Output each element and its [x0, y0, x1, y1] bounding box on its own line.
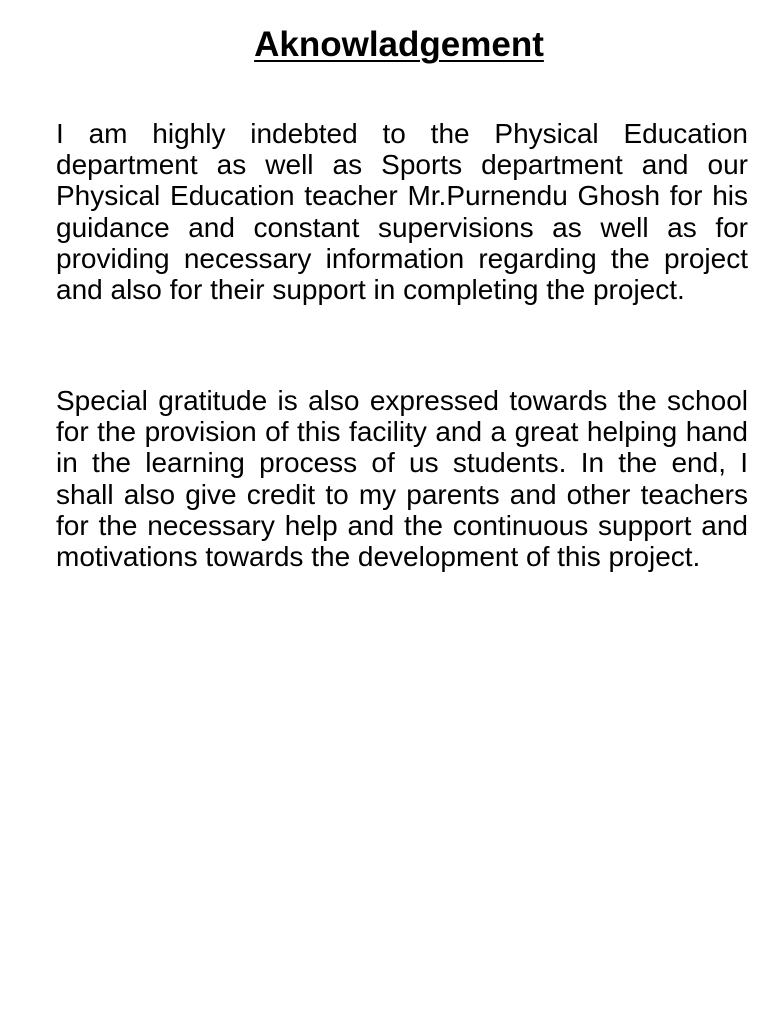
acknowledgement-paragraph-2: Special gratitude is also expressed towards the school for the provision of this facility and a great helping hand in the learning process of us students. In the end, I shall also give credit to my parents and other teachers for the necessary help and the continuous support and motivations towards the development of this project. [56, 385, 748, 573]
page-title: Aknowladgement [254, 25, 544, 64]
acknowledgement-paragraph-1: I am highly indebted to the Physical Education department as well as Sports department and our Physical Education teacher Mr.Purnendu Ghosh for his guidance and constant supervisions as well as for providing necessary information regarding the project and also for their support in completing the project. [56, 118, 748, 306]
